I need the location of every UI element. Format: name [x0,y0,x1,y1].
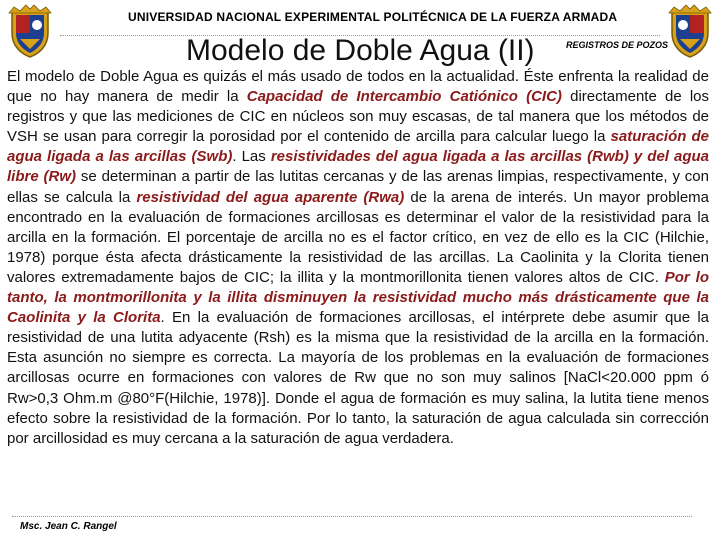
course-label: REGISTROS DE POZOS [566,40,669,50]
highlight-rwb-rw: resistividades del agua ligada a las arcillas (Rwb) y del agua libre (Rw) [7,148,710,186]
faculty-crest-icon [666,3,714,59]
highlight-cic: Capacidad de Intercambio Catiónico (CIC) [246,88,562,106]
highlight-rwa: resistividad del agua aparente (Rwa) [136,188,405,206]
body-text-segment: El modelo de Doble Agua es quizás el más usado de todos en la actualidad. Éste enfrenta la realidad de que no hay manera de medir la [7,68,709,106]
body-text-segment: . Las [232,148,271,166]
university-name: UNIVERSIDAD NACIONAL EXPERIMENTAL POLITÉCNICA DE LA FUERZA ARMADA [128,10,618,24]
body-text-segment: de la arena de interés. Un mayor problema encontrado en la evaluación de formaciones arcillosas es determinar el valor de la resistividad para la arcilla en la formación. El porcentaje de arcilla no es el factor crítico, en vez de ello es la CIC (Hilchie, 1978) porque ésta afecta drásticamente la resistividad de las arcillas. La Caolinita y la Clorita tienen valores extremadamente bajos de CIC; la illita y la montmorillonita tienen valores altos de CIC. [7,188,709,286]
body-text-segment: . En la evaluación de formaciones arcillosas, el intérprete debe asumir que la resistividad de una lutita adyacente (Rsh) es la misma que la resistividad de la arcilla en la formación. Esta asunción no siempre es correcta. La mayoría de los problemas en la evaluación de formaciones arcillosas ocurre en formaciones con valores de Rw que no son muy salinos [NaCl<20.000 ppm ó Rw>0,3 Ohm.m @80°F(Hilchie, 1978)]. Donde el agua de formación es muy salina, la lutita tiene menos efecto sobre la resistividad de la formación. Por lo tanto, la saturación de agua calculada sin corrección por arcillosidad es muy cercana a la saturación de agua verdadera. [7,309,709,447]
body-text-segment: se determinan a partir de las lutitas cercanas y de las arenas limpias, respectivamente, y con ellas se calcula la [7,168,709,206]
slide-title: Modelo de Doble Agua (II) [186,34,535,67]
highlight-swb: saturación de agua ligada a las arcillas (Swb) [7,128,710,166]
body-paragraph [7,67,709,449]
footer-divider [12,516,692,517]
highlight-conclusion: Por lo tanto, la montmorillonita y la illita disminuyen la resistividad mucho más drásticamente que la Caolinita y la Clorita [7,268,709,327]
author-credit: Msc. Jean C. Rangel [20,521,117,532]
university-crest-icon [6,3,54,59]
body-text-segment: directamente de los registros y que las mediciones de CIC en núcleos son muy escasas, de tal manera que los métodos de VSH se usan para corregir la porosidad por el contenido de arcilla para calcular luego la [7,88,709,146]
